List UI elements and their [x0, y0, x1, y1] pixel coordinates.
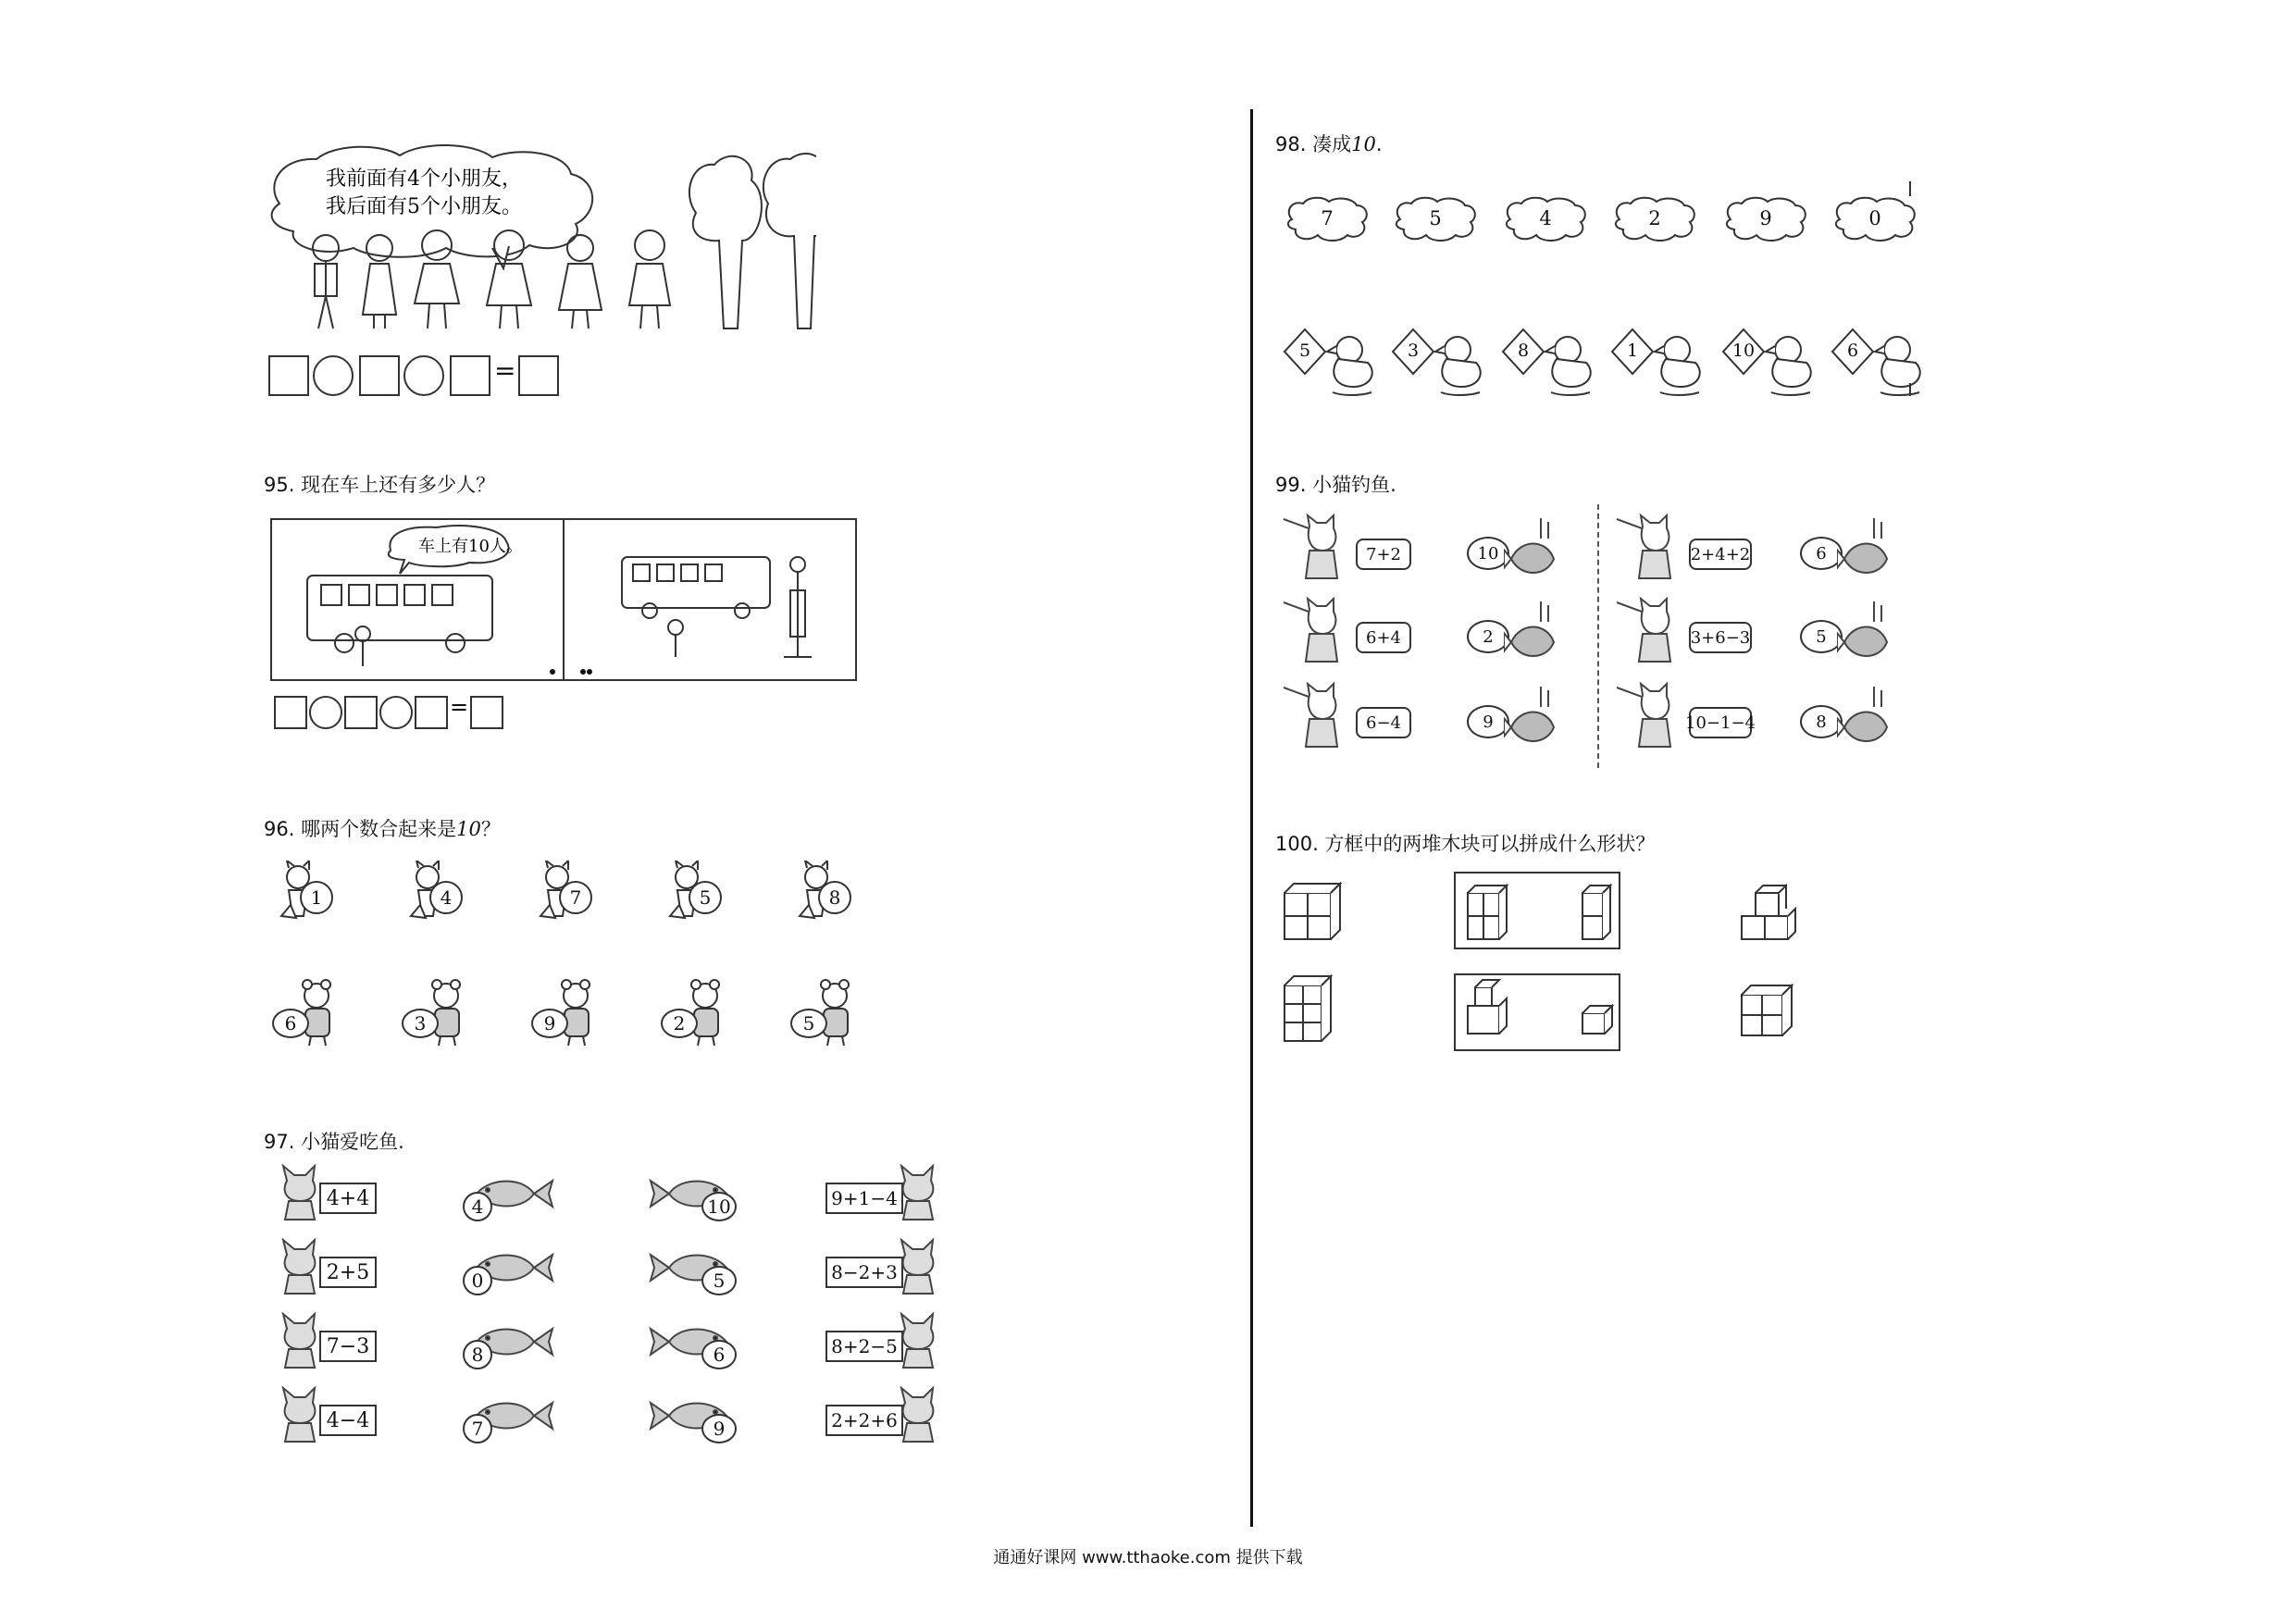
fish-icon — [1837, 601, 1893, 666]
equals-sign: = — [494, 355, 516, 386]
cat-icon — [278, 1238, 324, 1295]
q96-title-suffix: ？ — [480, 818, 501, 840]
cat-expression[interactable]: 4+4 — [319, 1183, 377, 1214]
cloud-number[interactable]: 9 — [1759, 207, 1772, 229]
cloud-number[interactable]: 4 — [1539, 207, 1552, 229]
duck-with-diamond — [1831, 326, 1929, 400]
fishing-cat-icon — [1282, 682, 1347, 751]
diamond-number[interactable]: 6 — [1846, 341, 1859, 361]
q96-number-oval[interactable]: 5 — [689, 881, 722, 914]
cat-expression[interactable]: 10−1−4 — [1689, 707, 1752, 738]
q96-number-oval[interactable]: 3 — [402, 1009, 439, 1038]
answer-box[interactable] — [274, 696, 307, 729]
fish-number[interactable]: 0 — [463, 1266, 492, 1295]
q100-block-figures — [1277, 865, 1832, 1059]
answer-box[interactable] — [518, 355, 559, 396]
dot-mark — [580, 669, 586, 675]
fish-icon — [1504, 518, 1559, 583]
cat-expression[interactable]: 9+1−4 — [825, 1183, 903, 1214]
fishing-cat-icon — [1282, 597, 1347, 666]
column-divider — [1250, 109, 1253, 1527]
equals-sign: = — [450, 694, 469, 720]
q96-number-oval[interactable]: 2 — [661, 1009, 698, 1038]
diamond-number[interactable]: 10 — [1731, 341, 1756, 361]
duck-with-diamond — [1283, 326, 1381, 400]
fishing-cat-icon — [1615, 597, 1680, 666]
cat-expression[interactable]: 7+2 — [1356, 539, 1411, 570]
cat-icon — [896, 1386, 942, 1443]
cat-expression[interactable]: 6−4 — [1356, 707, 1411, 738]
cat-icon — [896, 1238, 942, 1295]
answer-box[interactable] — [359, 355, 400, 396]
dot-mark — [550, 669, 555, 675]
q96-number-oval[interactable]: 8 — [818, 881, 851, 914]
q95-speech: 车上有10人。 — [418, 537, 523, 556]
fish-number[interactable]: 5 — [1800, 620, 1843, 653]
dot-mark — [587, 669, 592, 675]
cat-expression[interactable]: 2+4+2 — [1689, 539, 1752, 570]
cloud-number[interactable]: 0 — [1868, 207, 1881, 229]
cloud-number[interactable]: 2 — [1648, 207, 1661, 229]
cat-expression[interactable]: 6+4 — [1356, 622, 1411, 653]
cat-icon — [278, 1312, 324, 1369]
q96-number-oval[interactable]: 7 — [559, 881, 592, 914]
q96-number-oval[interactable]: 6 — [272, 1009, 309, 1038]
cloud-number[interactable]: 7 — [1321, 207, 1334, 229]
answer-box[interactable] — [450, 355, 490, 396]
fish-icon — [1504, 687, 1559, 751]
q94-speech-line1: 我前面有4个小朋友， — [326, 167, 522, 191]
q96-number-oval[interactable]: 4 — [429, 881, 463, 914]
diamond-number[interactable]: 8 — [1517, 341, 1530, 361]
q96-number-oval[interactable]: 5 — [790, 1009, 827, 1038]
fish-icon — [1504, 601, 1559, 666]
answer-box[interactable] — [470, 696, 503, 729]
fish-number[interactable]: 7 — [463, 1414, 492, 1443]
operator-circle[interactable] — [403, 355, 444, 396]
fish-icon — [1837, 518, 1893, 583]
q96-number-oval[interactable]: 1 — [300, 881, 333, 914]
cat-icon — [896, 1164, 942, 1221]
cat-expression[interactable]: 8+2−5 — [825, 1331, 903, 1362]
q98-title-number: 10 — [1351, 133, 1376, 155]
cat-expression[interactable]: 8−2+3 — [825, 1257, 903, 1288]
q94-speech-and-kids — [261, 139, 816, 342]
q98-title-prefix: 98. 凑成 — [1275, 133, 1352, 155]
fish-number[interactable]: 9 — [701, 1414, 737, 1443]
fish-number[interactable]: 9 — [1467, 705, 1509, 738]
fish-number[interactable]: 4 — [463, 1192, 492, 1221]
q95-title: 95. 现在车上还有多少人？ — [264, 474, 496, 496]
answer-box[interactable] — [415, 696, 448, 729]
cat-expression[interactable]: 2+2+6 — [825, 1405, 903, 1436]
cat-expression[interactable]: 3+6−3 — [1689, 622, 1752, 653]
q100-title: 100. 方框中的两堆木块可以拼成什么形状？ — [1275, 833, 1656, 855]
q98-title-suffix: . — [1375, 133, 1383, 155]
fish-icon — [1837, 687, 1893, 751]
q99-dashed-divider — [1597, 504, 1599, 768]
fish-number[interactable]: 6 — [1800, 537, 1843, 570]
operator-circle[interactable] — [379, 696, 413, 729]
cat-icon — [896, 1312, 942, 1369]
q96-title-prefix: 96. 哪两个数合起来是 — [264, 818, 457, 840]
q100-blocks — [1277, 865, 1832, 1059]
fish-number[interactable]: 8 — [1800, 705, 1843, 738]
fishing-cat-icon — [1615, 514, 1680, 583]
operator-circle[interactable] — [313, 355, 354, 396]
q94-illustration — [261, 139, 816, 342]
tick-mark — [1909, 383, 1911, 396]
diamond-number[interactable]: 1 — [1626, 341, 1639, 361]
q94-speech-line2: 我后面有5个小朋友。 — [326, 195, 522, 218]
cat-expression[interactable]: 7−3 — [319, 1331, 377, 1362]
cat-icon — [278, 1386, 324, 1443]
q96-number-oval[interactable]: 9 — [531, 1009, 568, 1038]
fish-number[interactable]: 10 — [1467, 537, 1509, 570]
page-footer: 通通好课网 www.tthaoke.com 提供下载 — [993, 1548, 1303, 1567]
operator-circle[interactable] — [309, 696, 342, 729]
fish-number[interactable]: 2 — [1467, 620, 1509, 653]
cloud-number[interactable]: 5 — [1429, 207, 1442, 229]
q96-title-number: 10 — [456, 818, 481, 840]
q95-illustration — [270, 518, 857, 681]
diamond-number[interactable]: 3 — [1407, 341, 1420, 361]
answer-box[interactable] — [344, 696, 378, 729]
duck-with-diamond — [1391, 326, 1489, 400]
duck-with-diamond — [1721, 326, 1819, 400]
q95-bus-scene — [270, 518, 857, 681]
cat-expression[interactable]: 2+5 — [319, 1257, 377, 1288]
answer-box[interactable] — [268, 355, 309, 396]
fish-number[interactable]: 6 — [701, 1340, 737, 1369]
diamond-number[interactable]: 5 — [1298, 341, 1311, 361]
cat-icon — [278, 1164, 324, 1221]
duck-with-diamond — [1610, 326, 1708, 400]
fishing-cat-icon — [1282, 514, 1347, 583]
fish-number[interactable]: 8 — [463, 1340, 492, 1369]
cat-expression[interactable]: 4−4 — [319, 1405, 377, 1436]
fish-number[interactable]: 5 — [701, 1266, 737, 1295]
q96-title — [264, 814, 501, 842]
fish-number[interactable]: 10 — [701, 1192, 737, 1221]
q98-title — [1275, 130, 1383, 157]
fishing-cat-icon — [1615, 682, 1680, 751]
q99-title: 99. 小猫钓鱼. — [1275, 474, 1396, 496]
q97-title: 97. 小猫爱吃鱼. — [264, 1131, 404, 1153]
duck-with-diamond — [1501, 326, 1599, 400]
tick-mark — [1909, 181, 1911, 196]
